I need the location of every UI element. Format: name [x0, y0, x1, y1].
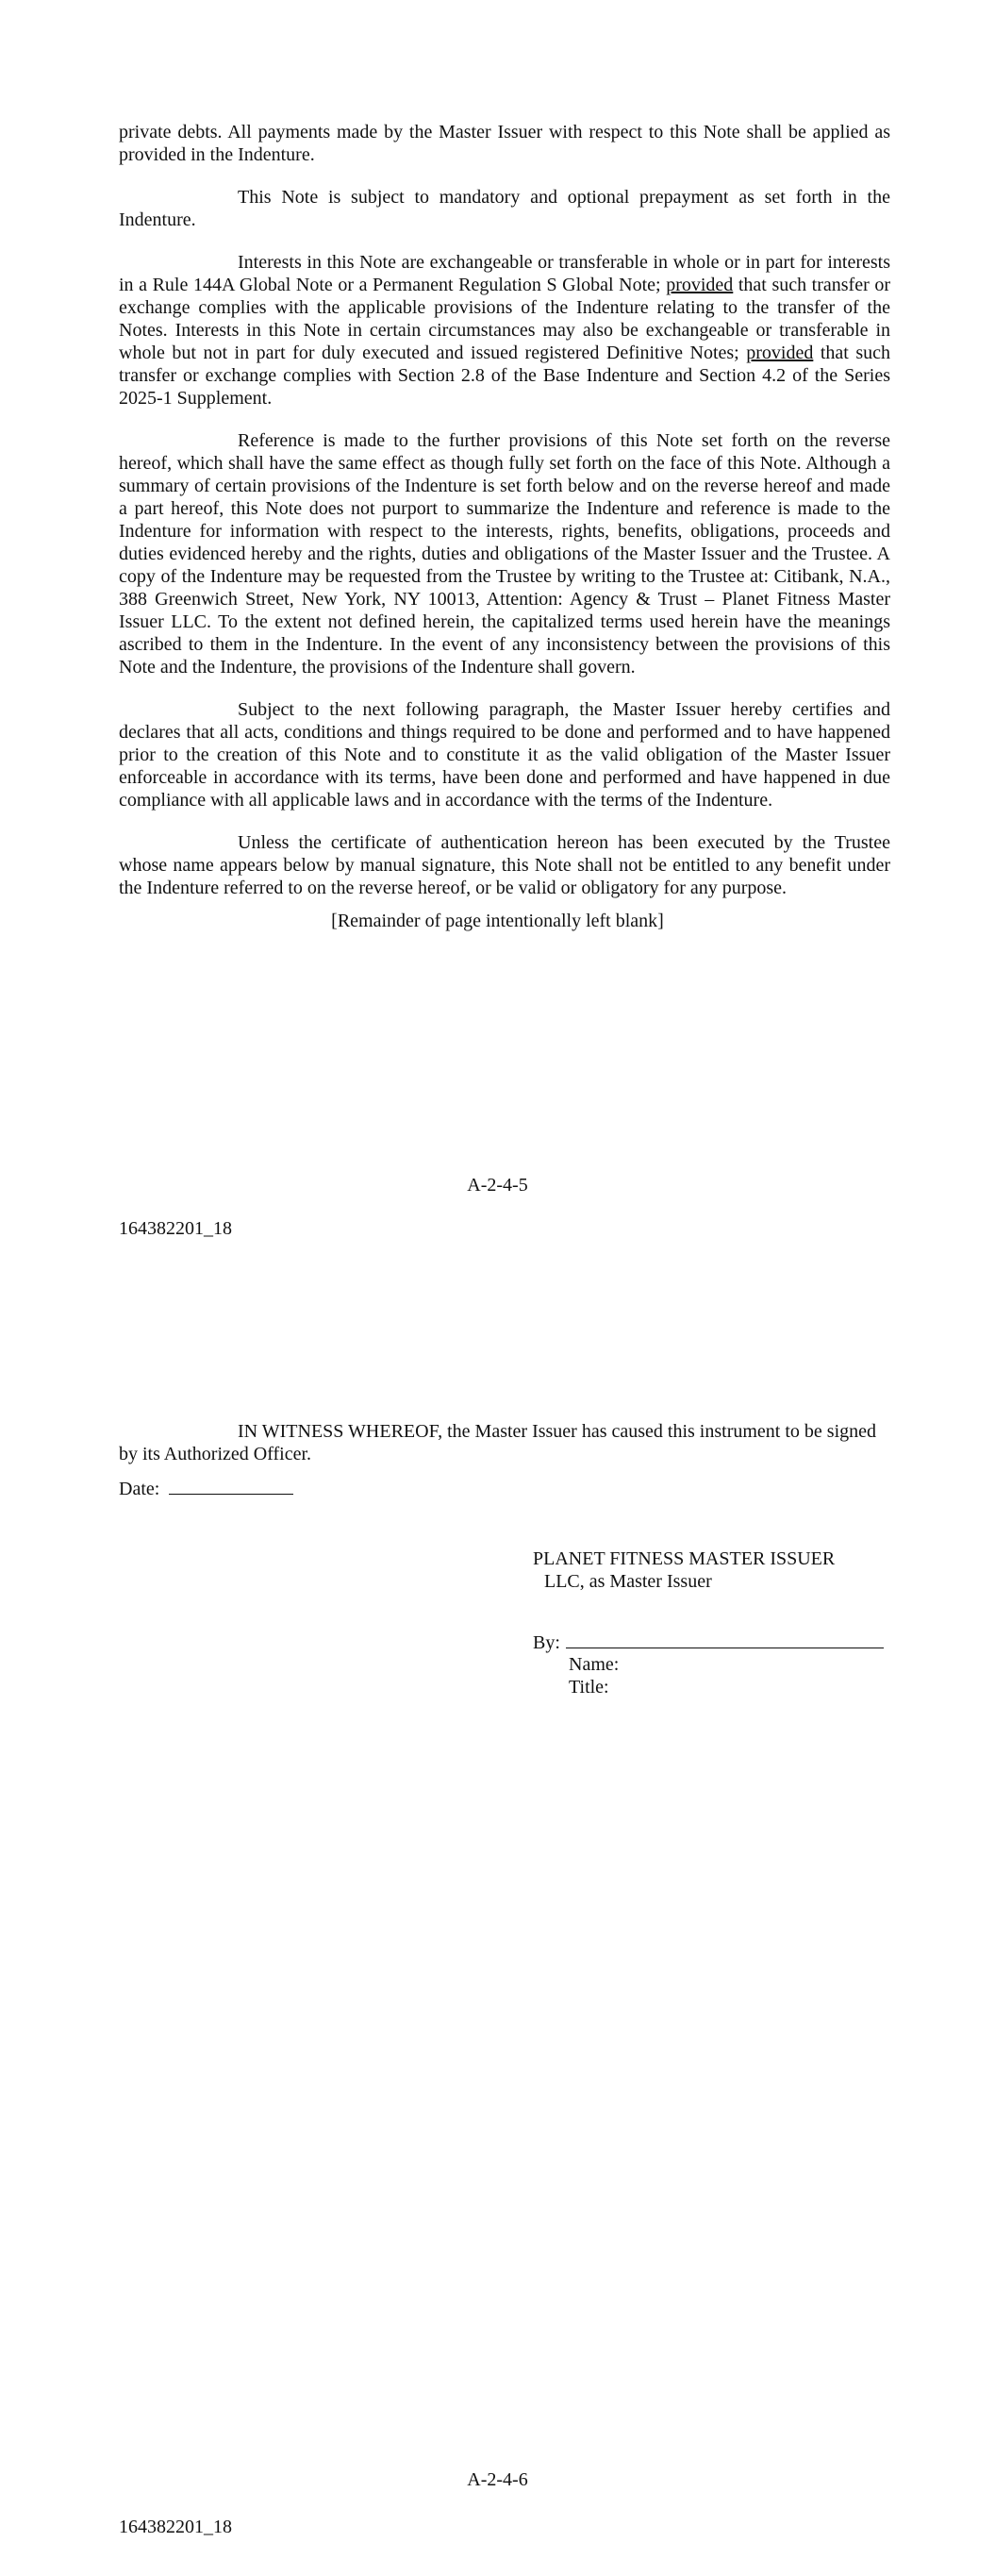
- page-number-2: A-2-4-6: [467, 2469, 528, 2490]
- signature-by-line: [533, 1631, 891, 1654]
- by-label: By:: [533, 1632, 560, 1653]
- date-field: [119, 1477, 293, 1500]
- title-label: Title:: [569, 1677, 609, 1698]
- provided-term-2: provided: [746, 343, 814, 363]
- signature-entity: [533, 1547, 835, 1593]
- entity-name-line1: PLANET FITNESS MASTER ISSUER: [533, 1548, 836, 1569]
- witness-statement: [119, 1420, 890, 1465]
- document-id-1: 164382201_18: [119, 1218, 232, 1239]
- exchange-text-part1: Interests in this Note are exchangeable or transferable in whole or in part for interests in a Rule 144A Global Note or a Permanent Regulation S Global Note;: [119, 252, 890, 295]
- signature-blank-line: [566, 1631, 884, 1648]
- paragraph-exchange-transfer: [119, 251, 890, 410]
- remainder-blank-note: [Remainder of page intentionally left blank]: [331, 911, 664, 931]
- date-blank-line: [169, 1477, 293, 1495]
- signatory-fields: [569, 1653, 619, 1698]
- provided-term-1: provided: [666, 275, 734, 295]
- witness-text: IN WITNESS WHEREOF, the Master Issuer has caused this instrument to be signed by its Authorized Officer.: [119, 1421, 877, 1464]
- paragraph-payments: private debts. All payments made by the Master Issuer with respect to this Note shall be applied as provided in the Indenture.: [119, 122, 890, 165]
- paragraph-prepayment: This Note is subject to mandatory and optional prepayment as set forth in the Indenture.: [119, 187, 890, 230]
- paragraph-certification: Subject to the next following paragraph, the Master Issuer hereby certifies and declares that all acts, conditions and things required to be done and performed and to have happened prior to the creation of this Note and to constitute it as the valid obligation of the Master Issuer enforceable in accordance with its terms, have been done and performed and have happened in due compliance with all applicable laws and in accordance with the terms of the Indenture.: [119, 699, 890, 811]
- exchange-text-part3: that such transfer or exchange complies with Section 2.8 of the Base Indenture and Section 4.2 of the Series 2025-1 Supplement.: [119, 343, 890, 409]
- page-number-1: A-2-4-5: [467, 1175, 528, 1196]
- paragraph-reference: Reference is made to the further provisions of this Note set forth on the reverse hereof, which shall have the same effect as though fully set forth on the face of this Note. Although a summary of certain provisions of the Indenture is set forth below and on the reverse hereof and made a part hereof, this Note does not purport to summarize the Indenture and reference is made to the Indenture for information with respect to the interests, rights, benefits, obligations, proceeds and duties evidenced hereby and the rights, duties and obligations of the Master Issuer and the Trustee. A copy of the Indenture may be requested from the Trustee by writing to the Trustee at: Citibank, N.A., 388 Greenwich Street, New York, NY 10013, Attention: Agency & Trust – Planet Fitness Master Issuer LLC. To the extent not defined herein, the capitalized terms used herein have the meanings ascribed to them in the Indenture. In the event of any inconsistency between the provisions of this Note and the Indenture, the provisions of the Indenture shall govern.: [119, 430, 890, 677]
- document-id-2: 164382201_18: [119, 2517, 232, 2537]
- date-label: Date:: [119, 1479, 160, 1499]
- exchange-text-part2: that such transfer or exchange complies with the applicable provisions of the Indenture relating to the transfer of the Notes. Interests in this Note in certain circumstances may also be exchangeable or transferable in whole but not in part for duly executed and issued registered Definitive Notes;: [119, 275, 890, 363]
- name-label: Name:: [569, 1654, 620, 1675]
- entity-name-line2: LLC, as Master Issuer: [544, 1571, 712, 1592]
- note-body-text: [119, 121, 890, 919]
- paragraph-authentication: Unless the certificate of authentication hereon has been executed by the Trustee whose name appears below by manual signature, this Note shall not be entitled to any benefit under the Indenture referred to on the reverse hereof, or be valid or obligatory for any purpose.: [119, 832, 890, 898]
